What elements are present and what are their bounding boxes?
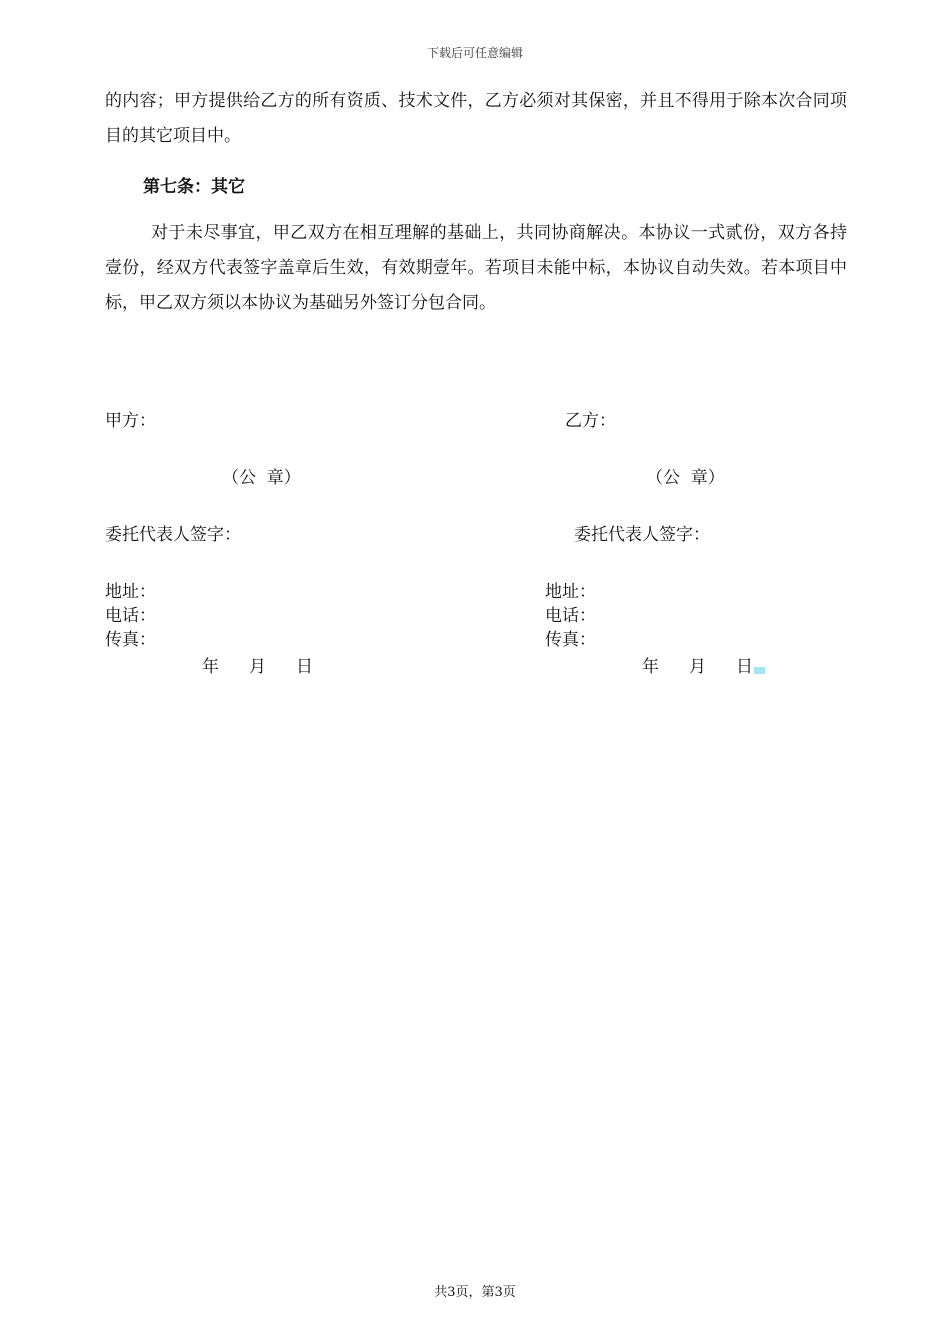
party-a-date [202, 655, 313, 679]
party-b-date-year: 年 [642, 657, 659, 677]
party-b-seal: （公 章） [646, 468, 725, 488]
party-a-representative-signature: 委托代表人签字： [105, 525, 241, 545]
page-footer-page-number: 共3页，第3页 [434, 1285, 516, 1300]
party-b-phone: 电话： [545, 606, 596, 626]
section-title-article-7: 第七条：其它 [143, 177, 245, 197]
party-a-fax: 传真： [105, 630, 156, 650]
party-b-fax: 传真： [545, 630, 596, 650]
party-a-date-day: 日 [296, 657, 313, 677]
party-b-label: 乙方： [565, 411, 616, 431]
page-header-note: 下载后可任意编辑 [426, 46, 523, 60]
party-a-phone: 电话： [105, 606, 156, 626]
paragraph-other-terms: 对于未尽事宜，甲乙双方在相互理解的基础上，共同协商解决。本协议一式贰份，双方各持壹份，经双方代表签字盖章后生效，有效期壹年。若项目未能中标，本协议自动失效。若本项目中标，甲乙双方须以本协议为基础另外签订分包合同。 [105, 223, 847, 313]
party-b-address: 地址： [545, 582, 596, 602]
party-a-address: 地址： [105, 582, 156, 602]
party-a-date-month: 月 [249, 657, 266, 677]
party-b-contact-block [545, 580, 596, 652]
party-b-date-month: 月 [689, 657, 706, 677]
party-b-representative-signature: 委托代表人签字： [574, 525, 710, 545]
party-a-seal: （公 章） [222, 468, 301, 488]
party-a-date-year: 年 [202, 657, 219, 677]
party-a-contact-block [105, 580, 156, 652]
party-b-date-day: 日 [736, 657, 753, 677]
paragraph-confidentiality-continued: 的内容；甲方提供给乙方的所有资质、技术文件，乙方必须对其保密，并且不得用于除本次合同项目的其它项目中。 [105, 91, 847, 146]
party-b-date [642, 655, 765, 679]
party-a-label: 甲方： [105, 411, 156, 431]
text-cursor-highlight[interactable] [754, 667, 765, 674]
